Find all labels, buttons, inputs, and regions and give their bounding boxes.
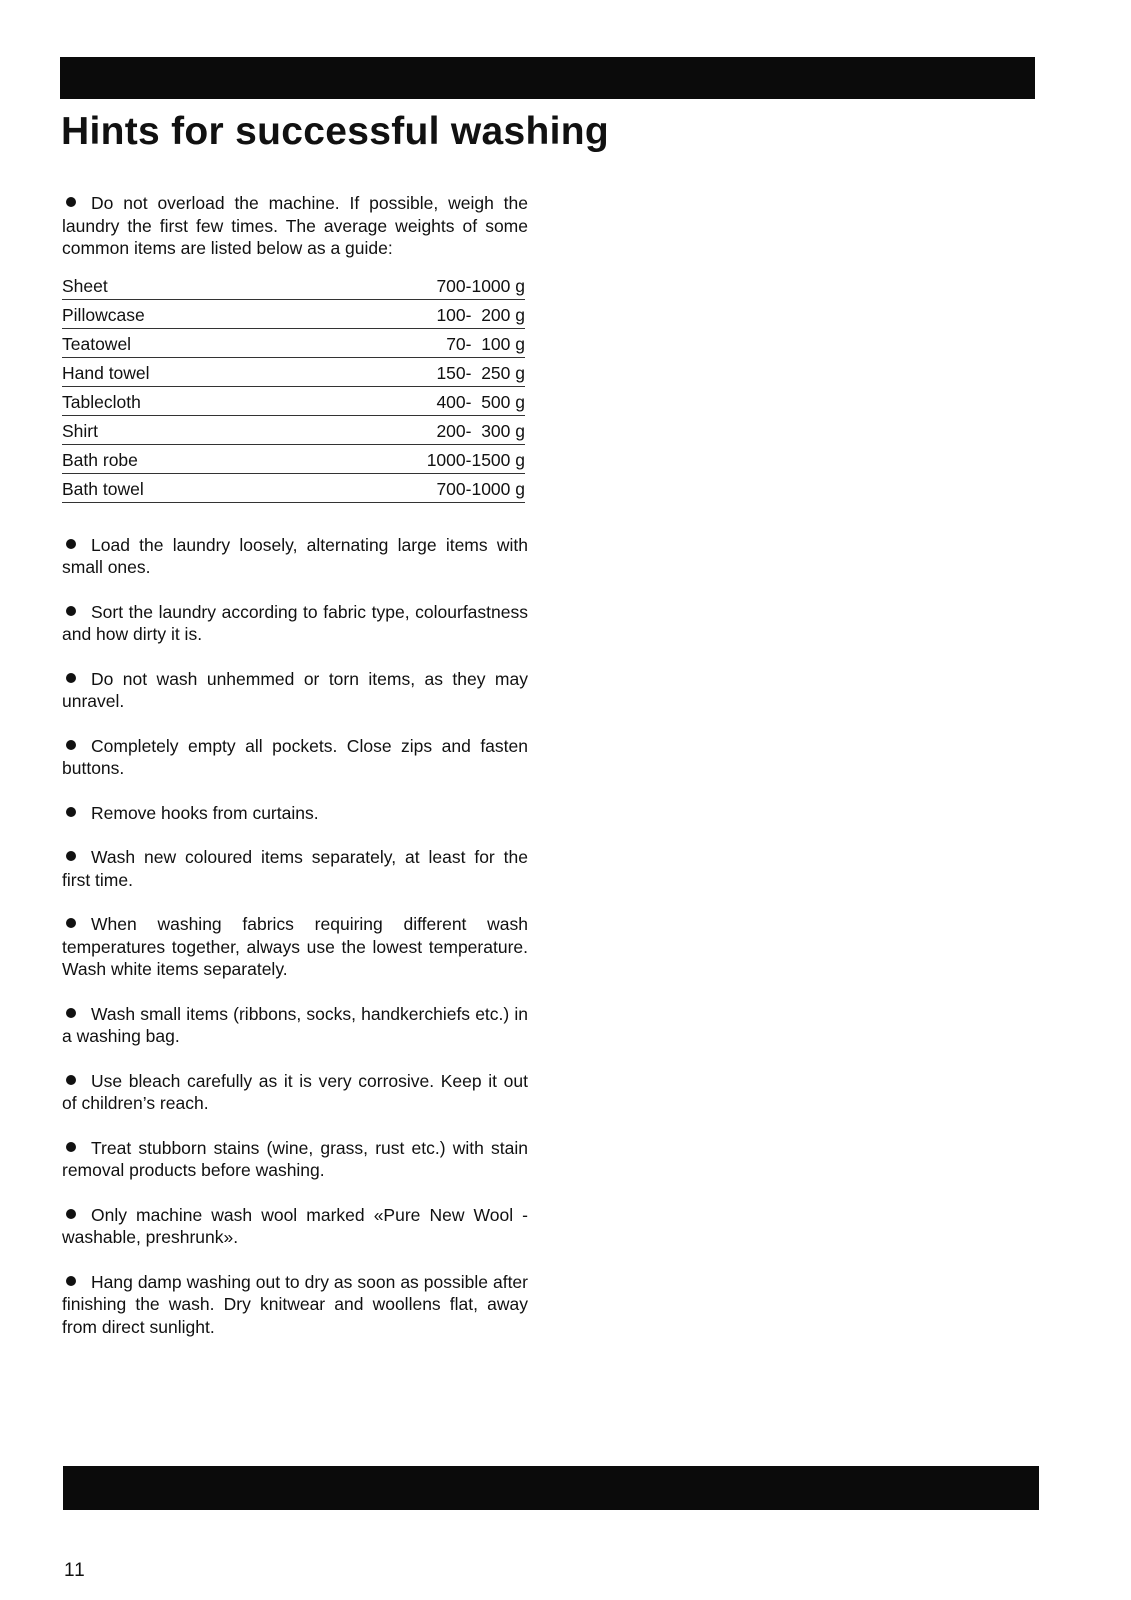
hint-text: Wash small items (ribbons, socks, handkerchiefs etc.) in a washing bag.: [62, 1003, 528, 1046]
bullet-icon: [66, 807, 76, 817]
intro-hint: [62, 192, 528, 260]
item-name: Teatowel: [62, 334, 132, 354]
hint-item: [62, 1137, 528, 1182]
table-row: [62, 416, 525, 445]
item-weight: 70- 100 g: [446, 334, 525, 354]
intro-text: Do not overload the machine. If possible, weigh the laundry the first few times. The average weights of some common items are listed below as a guide:: [62, 193, 528, 258]
hint-item: [62, 1070, 528, 1115]
header-bar: [60, 57, 1035, 99]
hint-text: Sort the laundry according to fabric type, colourfastness and how dirty it is.: [62, 601, 528, 644]
item-weight: 400- 500 g: [436, 392, 525, 412]
hint-text: Hang damp washing out to dry as soon as possible after finishing the wash. Dry knitwear and woollens flat, away from direct sunlight.: [62, 1271, 528, 1337]
table-row: [62, 445, 525, 474]
table-row: [62, 387, 525, 416]
bullet-icon: [66, 851, 76, 861]
weights-table: [62, 271, 525, 503]
item-weight: 200- 300 g: [436, 421, 525, 441]
footer-bar: [63, 1466, 1039, 1510]
bullet-icon: [66, 1209, 76, 1219]
hint-text: Treat stubborn stains (wine, grass, rust etc.) with stain removal products before washing.: [62, 1137, 528, 1180]
hint-item: [62, 1204, 528, 1249]
bullet-icon: [66, 740, 76, 750]
item-name: Tablecloth: [62, 392, 141, 412]
hint-item: [62, 601, 528, 646]
hint-item: [62, 846, 528, 891]
table-row: [62, 271, 525, 300]
bullet-icon: [66, 1276, 76, 1286]
item-name: Bath robe: [62, 450, 138, 470]
hint-text: Only machine wash wool marked «Pure New Wool - washable, preshrunk».: [62, 1204, 528, 1247]
bullet-icon: [66, 539, 76, 549]
hint-item: [62, 1271, 528, 1339]
hint-item: [62, 668, 528, 713]
table-row: [62, 358, 525, 387]
item-weight: 150- 250 g: [436, 363, 525, 383]
bullet-icon: [66, 606, 76, 616]
hint-text: Load the laundry loosely, alternating large items with small ones.: [62, 534, 528, 577]
item-name: Sheet: [62, 276, 108, 296]
hint-text: Do not wash unhemmed or torn items, as they may unravel.: [62, 668, 528, 711]
hint-item: [62, 802, 528, 825]
hint-item: [62, 913, 528, 981]
hint-text: When washing fabrics requiring different wash temperatures together, always use the lowest temperature. Wash white items separately.: [62, 914, 528, 979]
item-weight: 700-1000 g: [436, 479, 525, 499]
page-title: Hints for successful washing: [61, 110, 610, 153]
page-number: 11: [64, 1560, 86, 1581]
item-name: Hand towel: [62, 363, 150, 383]
bullet-icon: [66, 673, 76, 683]
hints-content: [62, 192, 528, 1338]
bullet-icon: [66, 1075, 76, 1085]
table-row: [62, 329, 525, 358]
table-row: [62, 300, 525, 329]
hint-text: Use bleach carefully as it is very corrosive. Keep it out of children’s reach.: [62, 1070, 528, 1113]
hint-item: [62, 735, 528, 780]
bullet-icon: [66, 1142, 76, 1152]
item-weight: 1000-1500 g: [426, 450, 525, 470]
hint-text: Remove hooks from curtains.: [91, 802, 319, 823]
bullet-icon: [66, 918, 76, 928]
item-weight: 100- 200 g: [436, 305, 525, 325]
bullet-icon: [66, 197, 76, 207]
hint-text: Wash new coloured items separately, at least for the first time.: [62, 847, 528, 890]
item-name: Bath towel: [62, 479, 144, 499]
item-weight: 700-1000 g: [436, 276, 525, 296]
hint-item: [62, 1003, 528, 1048]
item-name: Shirt: [62, 421, 98, 441]
hint-item: [62, 534, 528, 579]
bullet-icon: [66, 1008, 76, 1018]
hint-text: Completely empty all pockets. Close zips and fasten buttons.: [62, 735, 528, 778]
table-row: [62, 474, 525, 503]
item-name: Pillowcase: [62, 305, 145, 325]
